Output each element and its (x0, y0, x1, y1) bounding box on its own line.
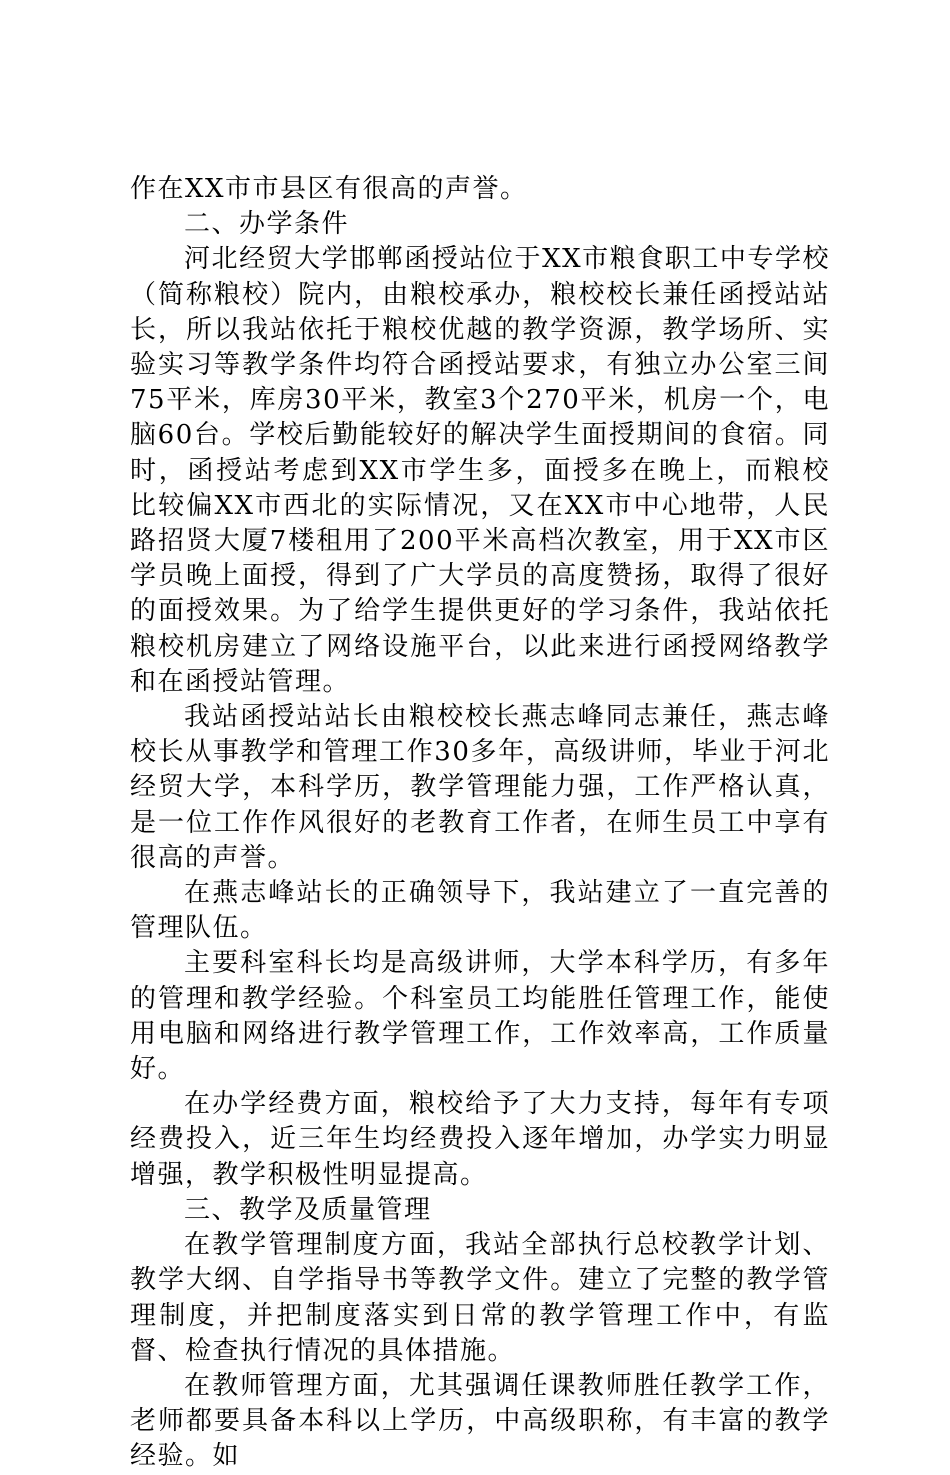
paragraph-teaching-rules: 在教学管理制度方面，我站全部执行总校教学计划、教学大纲、自学指导书等教学文件。建立了完整的教学管理制度，并把制度落实到日常的教学管理工作中，有监督、检查执行情况的具体措施。 (130, 1230, 830, 1366)
document-body (130, 172, 830, 1475)
paragraph-facilities: 河北经贸大学邯郸函授站位于XX市粮食职工中专学校（简称粮校）院内，由粮校承办，粮校校长兼任函授站站长，所以我站依托于粮校优越的教学资源，教学场所、实验实习等教学条件均符合函授站要求，有独立办公室三间75平米，库房30平米，教室3个270平米，机房一个，电脑60台。学校后勤能较好的解决学生面授期间的食宿。同时，函授站考虑到XX市学生多，面授多在晚上，而粮校比较偏XX市西北的实际情况，又在XX市中心地带，人民路招贤大厦7楼租用了200平米高档次教室，用于XX市区学员晚上面授，得到了广大学员的高度赞扬，取得了很好的面授效果。为了给学生提供更好的学习条件，我站依托粮校机房建立了网络设施平台，以此来进行函授网络教学和在函授站管理。 (130, 244, 830, 697)
paragraph-department-staff: 主要科室科长均是高级讲师，大学本科学历，有多年的管理和教学经验。个科室员工均能胜任管理工作，能使用电脑和网络进行教学管理工作，工作效率高，工作质量好。 (130, 948, 830, 1085)
paragraph-funding: 在办学经费方面，粮校给予了大力支持，每年有专项经费投入，近三年生均经费投入逐年增加，办学实力明显增强，教学积极性明显提高。 (130, 1089, 830, 1190)
section-heading-teaching-quality: 三、教学及质量管理 (184, 1194, 432, 1225)
section-heading-school-conditions: 二、办学条件 (184, 209, 350, 240)
paragraph-management-team: 在燕志峰站长的正确领导下，我站建立了一直完善的管理队伍。 (130, 878, 830, 944)
paragraph-station-head: 我站函授站站长由粮校校长燕志峰同志兼任，燕志峰校长从事教学和管理工作30多年，高级讲师，毕业于河北经贸大学，本科学历，教学管理能力强，工作严格认真，是一位工作作风很好的老教育工作者，在师生员工中享有很高的声誉。 (130, 702, 830, 873)
paragraph-continuation: 作在XX市市县区有很高的声誉。 (130, 174, 528, 204)
paragraph-teacher-management: 在教师管理方面，尤其强调任课教师胜任教学工作，老师都要具备本科以上学历，中高级职称，有丰富的教学经验。如 (130, 1370, 830, 1472)
